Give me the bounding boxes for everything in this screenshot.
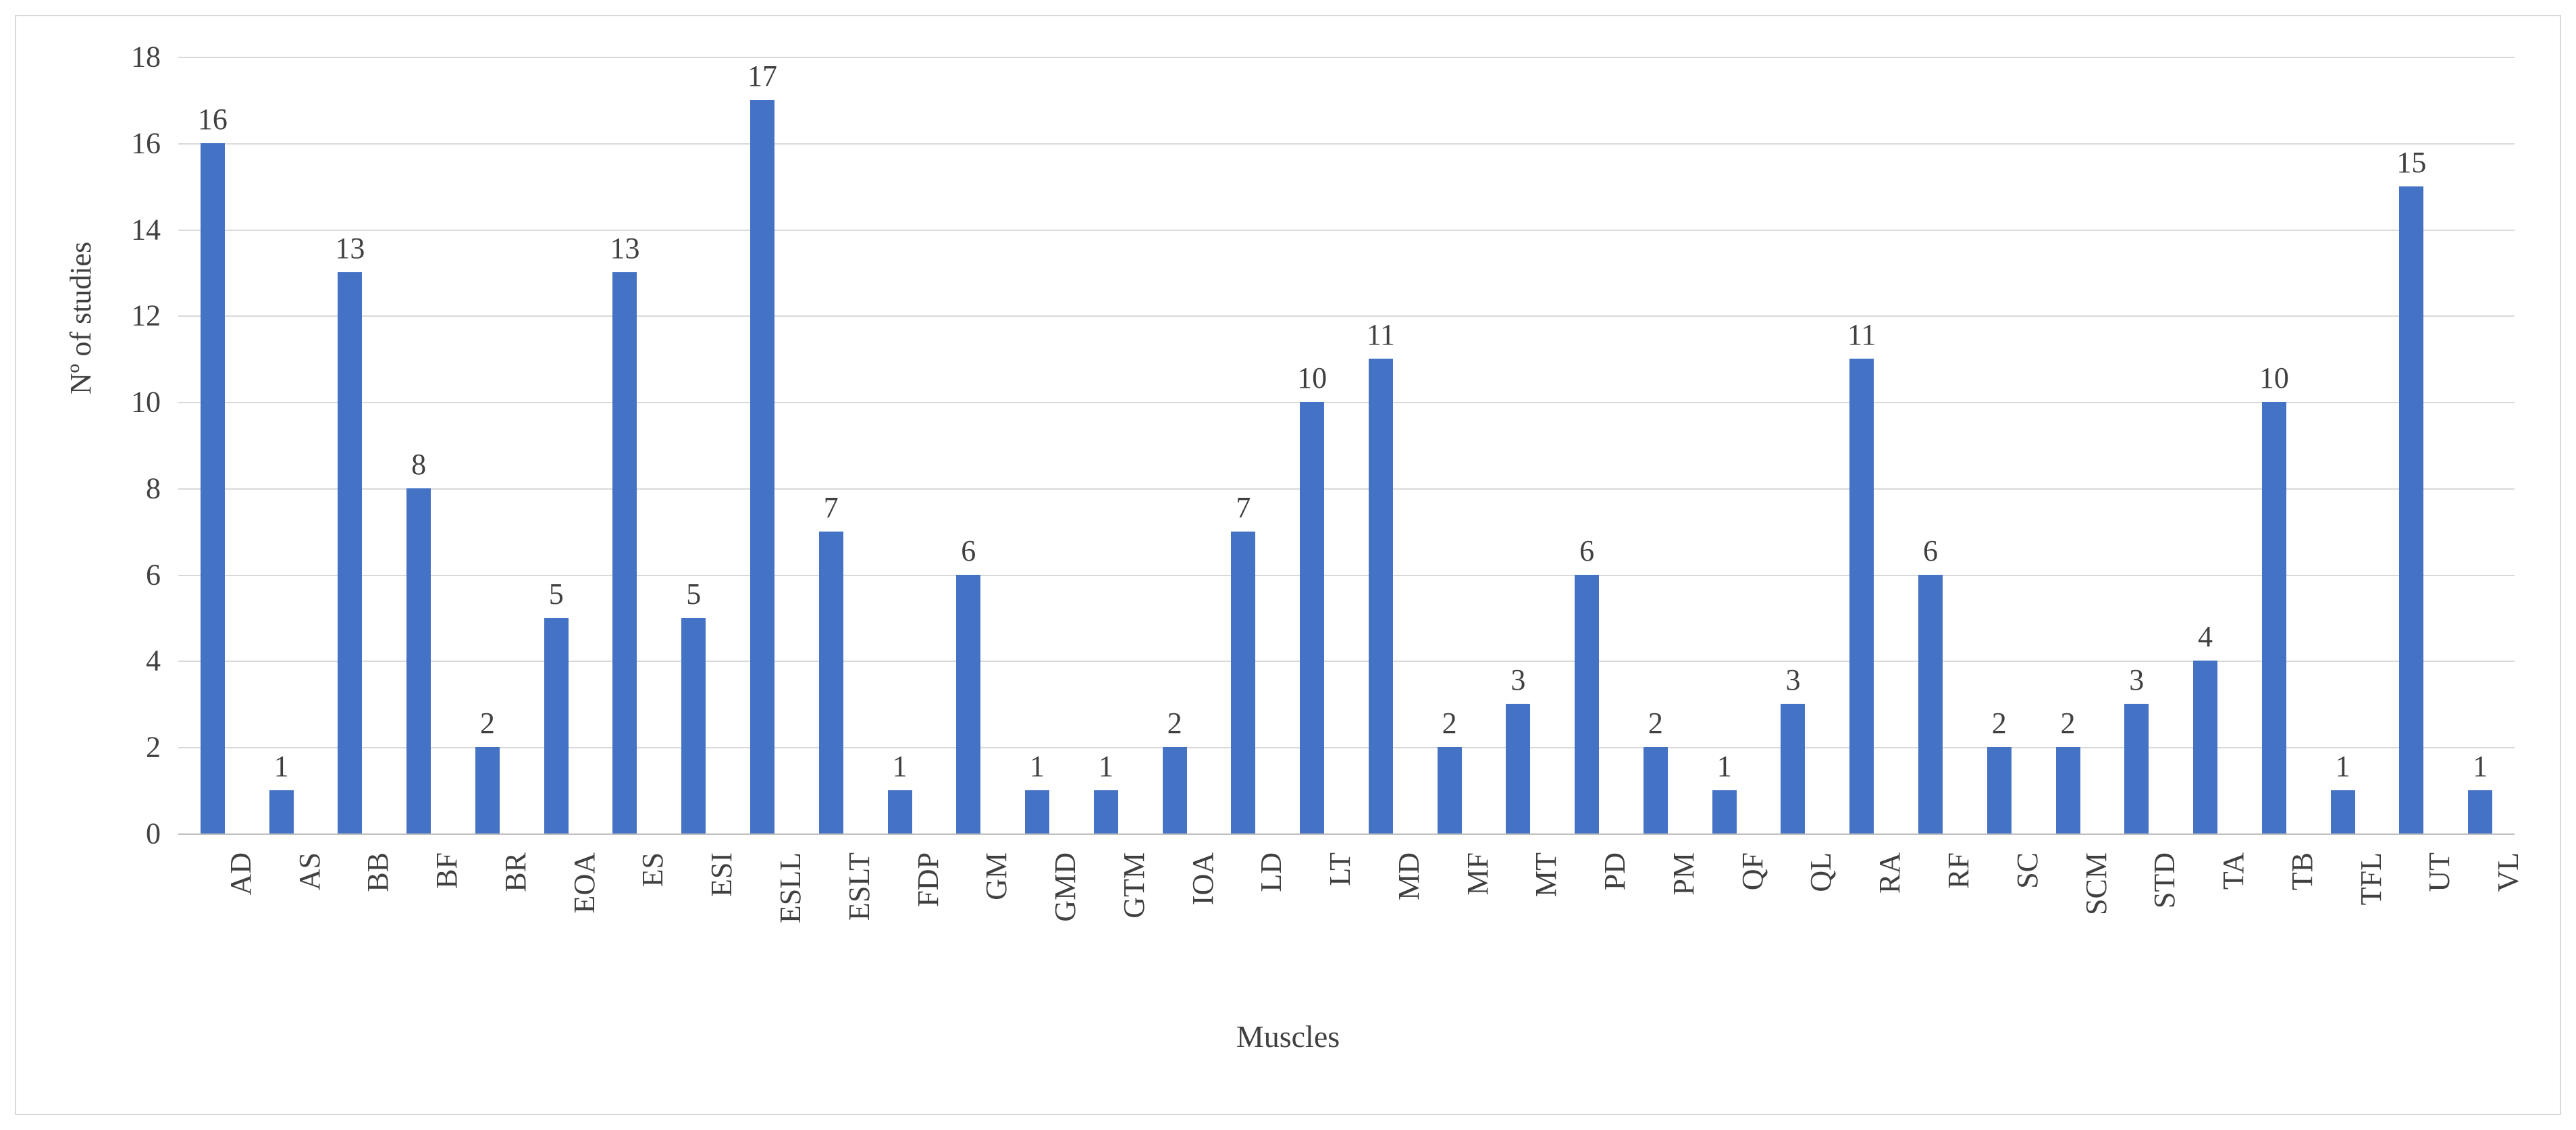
bar[interactable]: [1987, 747, 2012, 833]
bar[interactable]: [956, 575, 980, 833]
x-axis-tick: MT: [1529, 852, 1563, 897]
bar-value-label: 1: [1030, 750, 1045, 784]
x-axis-tick: MF: [1461, 852, 1494, 896]
y-axis-tick: 4: [146, 644, 161, 677]
bar-value-label: 1: [1098, 750, 1113, 784]
bar[interactable]: [269, 790, 294, 833]
x-axis-tick: RA: [1873, 852, 1907, 894]
x-axis-tick: ESLT: [842, 852, 876, 921]
chart-frame: [15, 15, 2561, 1115]
bar-group: [1484, 57, 1563, 897]
x-axis-tick: UT: [2423, 852, 2456, 892]
bar-value-label: 10: [1297, 361, 1328, 395]
x-axis-tick: ESLL: [773, 852, 807, 924]
bar-group: [934, 57, 1014, 900]
bar-group: [797, 57, 876, 921]
bar-value-label: 2: [1442, 707, 1457, 740]
bar-value-label: 2: [1991, 707, 2007, 740]
bar-value-label: 1: [2473, 750, 2488, 784]
bar-group: [1072, 57, 1151, 919]
y-axis-tick: 10: [131, 385, 161, 419]
bar-group: [1209, 57, 1288, 892]
bar-value-label: 4: [2198, 620, 2213, 654]
bar-group: [2240, 57, 2319, 891]
bar-value-label: 2: [1167, 707, 1182, 740]
bar[interactable]: [1163, 747, 1187, 833]
bar-group: [1552, 57, 1632, 891]
bar-group: [316, 57, 395, 892]
bar-group: [2309, 57, 2388, 906]
bar-group: [1278, 57, 1357, 886]
bar-group: [384, 57, 464, 889]
bar[interactable]: [1231, 532, 1255, 833]
x-axis-tick: LD: [1255, 852, 1288, 892]
bar[interactable]: [1712, 790, 1737, 833]
bar-value-label: 8: [411, 447, 427, 481]
bar[interactable]: [681, 618, 706, 833]
bar[interactable]: [1300, 402, 1324, 833]
x-axis-tick: SC: [2010, 852, 2044, 889]
bar-group: [2446, 57, 2525, 892]
bar[interactable]: [544, 618, 569, 833]
bar-value-label: 1: [1716, 750, 1732, 784]
x-axis-tick: ESI: [705, 852, 739, 897]
x-axis-tick: SCM: [2079, 852, 2113, 915]
bar[interactable]: [2124, 704, 2149, 833]
bar-group: [2171, 57, 2251, 890]
axis-area: [131, 40, 2525, 924]
bar-group: [1759, 57, 1838, 892]
bar[interactable]: [1094, 790, 1118, 833]
x-axis-tick: GTM: [1117, 852, 1151, 919]
y-axis-label: Nº of studies: [64, 241, 97, 394]
bar[interactable]: [406, 488, 431, 833]
x-axis-tick: QL: [1804, 852, 1838, 892]
y-axis-tick: 8: [146, 471, 161, 505]
x-axis-tick: ES: [636, 852, 670, 888]
bar[interactable]: [338, 272, 362, 833]
bar-group: [1140, 57, 1219, 906]
bar[interactable]: [819, 532, 843, 833]
bar-value-label: 1: [2335, 750, 2350, 784]
bar-value-label: 2: [2060, 707, 2076, 740]
bar-value-label: 2: [1648, 707, 1663, 740]
bar-value-label: 11: [1366, 318, 1396, 352]
bar[interactable]: [2056, 747, 2080, 833]
bar-group: [728, 57, 807, 924]
bar-group: [1896, 57, 1975, 889]
bar[interactable]: [1644, 747, 1668, 833]
y-axis-tick: 0: [146, 817, 161, 850]
x-axis-tick: LT: [1323, 852, 1357, 886]
bar-value-label: 16: [197, 102, 228, 136]
y-axis-tick: 2: [146, 730, 161, 764]
bar[interactable]: [475, 747, 500, 833]
bar[interactable]: [1918, 575, 1943, 833]
bar-group: [247, 57, 326, 891]
bar[interactable]: [1781, 704, 1805, 833]
bar-value-label: 3: [2129, 663, 2145, 697]
bar-group: [1690, 57, 1769, 891]
bar[interactable]: [1849, 359, 1874, 833]
bar-value-label: 10: [2259, 361, 2289, 395]
x-axis-tick: BF: [430, 852, 464, 889]
bar[interactable]: [2262, 402, 2286, 833]
bar-value-label: 5: [686, 577, 702, 611]
x-axis-tick: STD: [2148, 852, 2182, 909]
bar-group: [1003, 57, 1082, 922]
x-axis-tick: PD: [1598, 852, 1632, 891]
x-axis-tick: AD: [224, 852, 257, 896]
x-axis-tick: QF: [1735, 852, 1769, 891]
bar[interactable]: [1369, 359, 1393, 833]
bar[interactable]: [1025, 790, 1049, 833]
bar-value-label: 6: [961, 534, 976, 567]
bar-value-label: 13: [335, 232, 365, 265]
x-axis-tick: AS: [292, 852, 326, 891]
bar-group: [1621, 57, 1700, 896]
bar-value-label: 3: [1785, 663, 1801, 697]
x-axis-tick: TB: [2285, 852, 2319, 891]
bar-value-label: 2: [479, 707, 495, 740]
bar-group: [2102, 57, 2182, 909]
x-axis-tick: GMD: [1049, 852, 1082, 922]
bar[interactable]: [1575, 575, 1599, 833]
y-axis-tick: 18: [131, 40, 161, 74]
bar[interactable]: [1506, 704, 1530, 833]
x-axis-tick: MD: [1392, 852, 1425, 900]
bar-value-label: 15: [2396, 145, 2427, 179]
bar-group: [2377, 57, 2456, 892]
bar[interactable]: [1438, 747, 1462, 833]
bar[interactable]: [750, 100, 774, 833]
bar[interactable]: [2193, 661, 2217, 833]
bar-group: [866, 57, 945, 907]
x-axis-tick: IOA: [1186, 852, 1219, 906]
bar-group: [1965, 57, 2044, 889]
bar-value-label: 1: [273, 750, 289, 784]
x-axis-tick: EOA: [567, 852, 601, 914]
bar-group: [1827, 57, 1907, 894]
bar-group: [2034, 57, 2113, 915]
bar[interactable]: [2468, 790, 2492, 833]
bar-group: [659, 57, 739, 897]
bar-series: [178, 57, 2525, 924]
bar-value-label: 6: [1579, 534, 1595, 567]
x-axis-tick: TA: [2217, 852, 2251, 890]
y-axis-tick: 14: [131, 213, 161, 247]
y-axis-tick: 16: [131, 126, 161, 160]
bar[interactable]: [888, 790, 912, 833]
bar-group: [522, 57, 601, 914]
gridline: [146, 817, 2515, 850]
x-axis-label: Muscles: [1236, 1019, 1340, 1054]
bar[interactable]: [2399, 186, 2423, 833]
y-axis-tick: 12: [131, 299, 161, 332]
bar[interactable]: [612, 272, 637, 833]
bar-group: [1346, 57, 1425, 900]
bar-value-label: 5: [548, 577, 564, 611]
bar-value-label: 1: [892, 750, 908, 784]
x-axis-tick: BB: [361, 852, 395, 892]
bar-group: [453, 57, 532, 892]
plot-area: [16, 16, 2560, 1114]
bar[interactable]: [201, 143, 225, 833]
bar-group: [178, 57, 257, 896]
bar-group: [1415, 57, 1494, 896]
x-axis-tick: BR: [498, 852, 532, 892]
x-axis-tick: PM: [1666, 852, 1700, 896]
bar-value-label: 11: [1847, 318, 1876, 352]
x-axis-tick: TFL: [2354, 852, 2388, 906]
bar-value-label: 13: [610, 232, 640, 265]
y-axis-tick: 6: [146, 558, 161, 592]
bar[interactable]: [2331, 790, 2355, 833]
x-axis-tick: FDP: [911, 852, 945, 907]
x-axis-tick: GM: [980, 852, 1014, 900]
bar-group: [591, 57, 670, 888]
bar-value-label: 6: [1922, 534, 1938, 567]
x-axis-tick: RF: [1941, 852, 1975, 889]
bar-value-label: 3: [1510, 663, 1526, 697]
bar-value-label: 7: [1236, 490, 1251, 524]
x-axis-tick: VL: [2492, 852, 2525, 892]
bar-value-label: 7: [823, 490, 839, 524]
bar-value-label: 17: [747, 59, 777, 93]
